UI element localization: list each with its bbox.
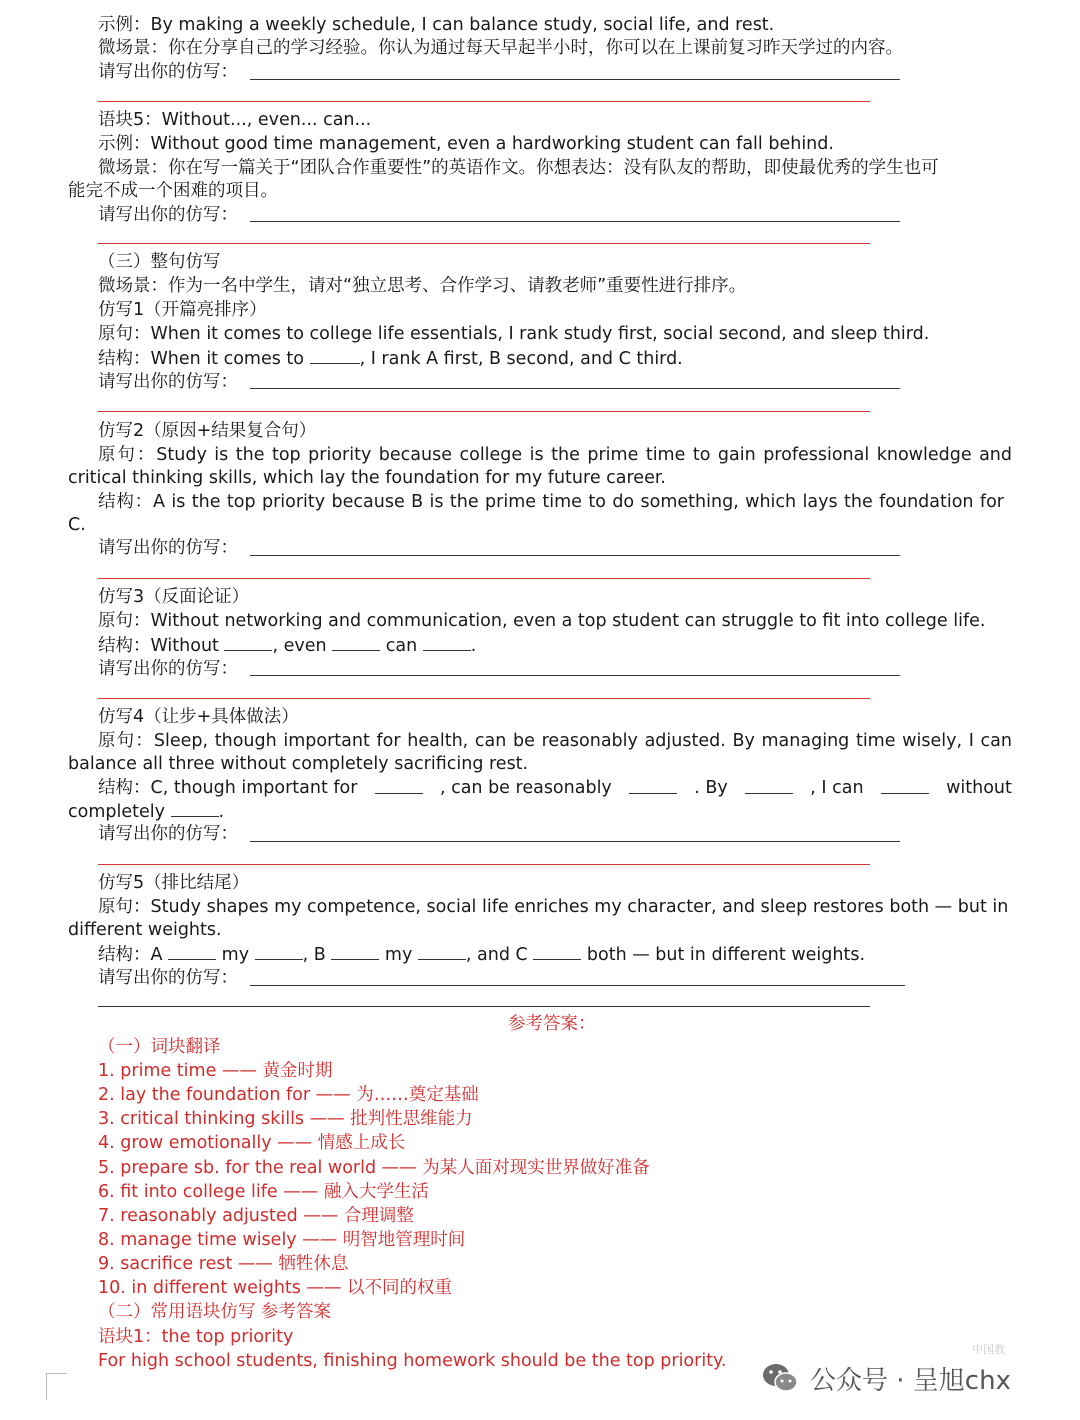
original-sentence-cont: balance all three without completely sacrificing rest. xyxy=(68,754,529,774)
answer-line[interactable] xyxy=(250,79,900,80)
answer-item: 7. reasonably adjusted —— 合理调整 xyxy=(98,1206,414,1226)
red-divider xyxy=(98,864,870,865)
answer-line[interactable] xyxy=(250,675,900,676)
answer-line[interactable] xyxy=(250,555,900,556)
imitation-prompt: 请写出你的仿写： xyxy=(98,372,238,392)
original-sentence: 原句：Without networking and communication, even a top student can struggle to fit into college life. xyxy=(98,611,986,631)
answer-item: 4. grow emotionally —— 情感上成长 xyxy=(98,1133,406,1153)
answer-item: 3. critical thinking skills —— 批判性思维能力 xyxy=(98,1109,473,1129)
original-sentence-cont: different weights. xyxy=(68,920,222,940)
imitation-prompt: 请写出你的仿写： xyxy=(98,968,238,988)
structure-line-cont: completely . xyxy=(68,802,225,822)
blank[interactable] xyxy=(224,634,272,651)
account-watermark xyxy=(760,1343,1011,1401)
blank[interactable] xyxy=(331,943,379,960)
answer-sentence: For high school students, finishing homework should be the top priority. xyxy=(98,1351,727,1371)
original-sentence-cont: critical thinking skills, which lay the foundation for my future career. xyxy=(68,468,666,488)
answer-item: 1. prime time —— 黄金时期 xyxy=(98,1061,333,1081)
blank[interactable] xyxy=(745,777,793,794)
micro-scene: 微场景：作为一名中学生，请对“独立思考、合作学习、请教老师”重要性进行排序。 xyxy=(98,276,747,296)
answer-line[interactable] xyxy=(250,388,900,389)
red-divider xyxy=(98,578,870,579)
structure-line: 结构：A my , B my , and C both — but in different weights. xyxy=(98,945,866,965)
blank[interactable] xyxy=(881,777,929,794)
blank[interactable] xyxy=(375,777,423,794)
imitation-prompt: 请写出你的仿写： xyxy=(98,538,238,558)
micro-scene-cont: 能完不成一个困难的项目。 xyxy=(68,181,278,201)
example-sentence: 示例：By making a weekly schedule, I can balance study, social life, and rest. xyxy=(98,15,775,35)
answer-item: 10. in different weights —— 以不同的权重 xyxy=(98,1278,453,1298)
original-sentence: 原句：When it comes to college life essentials, I rank study first, social second, and sleep third. xyxy=(98,324,930,344)
blank[interactable] xyxy=(629,777,677,794)
structure-line-cont: C. xyxy=(68,515,86,535)
blank[interactable] xyxy=(255,943,303,960)
blank[interactable] xyxy=(533,943,581,960)
structure-line: 结构：When it comes to , I rank A first, B second, and C third. xyxy=(98,349,683,369)
answer-item: 6. fit into college life —— 融入大学生活 xyxy=(98,1182,429,1202)
blank[interactable] xyxy=(168,943,216,960)
imitation-heading: 仿写4（让步+具体做法） xyxy=(98,707,299,727)
red-divider xyxy=(98,243,870,244)
original-sentence: 原句：Sleep, though important for health, can be reasonably adjusted. By managing time wisely, I can xyxy=(98,731,1012,751)
example-sentence: 示例：Without good time management, even a hardworking student can fall behind. xyxy=(98,134,834,154)
blank[interactable] xyxy=(423,634,471,651)
micro-scene: 微场景：你在分享自己的学习经验。你认为通过每天早起半小时，你可以在上课前复习昨天学过的内容。 xyxy=(98,38,903,58)
structure-line: 结构：Without , even can . xyxy=(98,636,477,656)
original-sentence: 原句：Study shapes my competence, social life enriches my character, and sleep restores both — but in xyxy=(98,897,1009,917)
blank[interactable] xyxy=(418,943,466,960)
answer-line[interactable] xyxy=(98,1006,870,1007)
answers-part-heading: （二）常用语块仿写 参考答案 xyxy=(98,1302,332,1322)
original-sentence: 原句：Study is the top priority because college is the prime time to gain professional knowledge and xyxy=(98,445,1012,465)
watermark-text: 公众号 · 呈旭chx xyxy=(810,1365,1011,1396)
answer-chunk-heading: 语块1：the top priority xyxy=(98,1327,294,1347)
answer-line[interactable] xyxy=(250,221,900,222)
imitation-prompt: 请写出你的仿写： xyxy=(98,824,238,844)
watermark-small: 中国教 xyxy=(971,1343,1005,1356)
micro-scene: 微场景：你在写一篇关于“团队合作重要性”的英语作文。你想表达：没有队友的帮助，即使最优秀的学生也可 xyxy=(98,158,939,178)
red-divider xyxy=(98,101,870,102)
structure-line: 结构：A is the top priority because B is the prime time to do something, which lays the foundation for xyxy=(98,492,1004,512)
answers-title: 参考答案： xyxy=(508,1014,596,1034)
section-heading: （三）整句仿写 xyxy=(98,252,221,272)
answer-item: 2. lay the foundation for —— 为……奠定基础 xyxy=(98,1085,479,1105)
answer-item: 9. sacrifice rest —— 牺牲休息 xyxy=(98,1254,349,1274)
red-divider xyxy=(98,698,870,699)
imitation-prompt: 请写出你的仿写： xyxy=(98,205,238,225)
blank[interactable] xyxy=(310,347,360,364)
imitation-heading: 仿写1（开篇亮排序） xyxy=(98,300,267,320)
imitation-prompt: 请写出你的仿写： xyxy=(98,62,238,82)
structure-line: 结构：C, though important for , can be reasonably . By , I can without xyxy=(98,778,1012,798)
blank[interactable] xyxy=(332,634,380,651)
answer-line[interactable] xyxy=(250,985,905,986)
chunk-heading: 语块5：Without..., even... can... xyxy=(98,110,372,130)
answers-part-heading: （一）词块翻译 xyxy=(98,1037,221,1057)
wechat-icon xyxy=(760,1358,800,1398)
imitation-prompt: 请写出你的仿写： xyxy=(98,659,238,679)
red-divider xyxy=(98,411,870,412)
answer-item: 5. prepare sb. for the real world —— 为某人面对现实世界做好准备 xyxy=(98,1158,650,1178)
imitation-heading: 仿写5（排比结尾） xyxy=(98,873,250,893)
corner-mark xyxy=(46,1373,67,1400)
imitation-heading: 仿写2（原因+结果复合句） xyxy=(98,421,317,441)
imitation-heading: 仿写3（反面论证） xyxy=(98,587,250,607)
answer-line[interactable] xyxy=(250,841,900,842)
blank[interactable] xyxy=(171,800,219,817)
answer-item: 8. manage time wisely —— 明智地管理时间 xyxy=(98,1230,466,1250)
